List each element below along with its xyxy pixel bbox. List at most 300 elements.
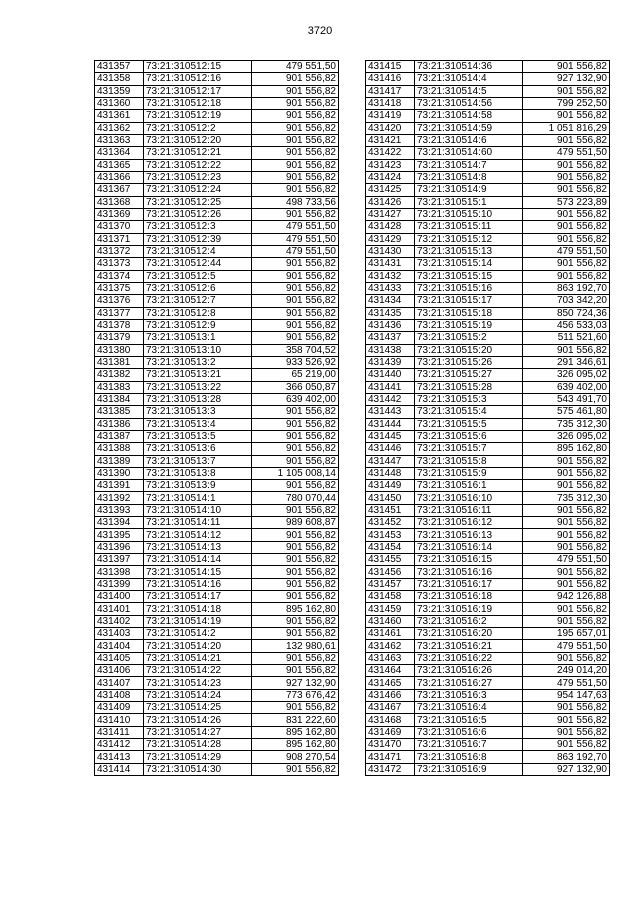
- cadastral-number-cell: 73:21:310516:20: [415, 628, 523, 640]
- value-cell: 291 346,61: [523, 356, 610, 368]
- table-row: [366, 739, 610, 751]
- row-number-cell: 431362: [95, 122, 144, 134]
- cadastral-number-cell: 73:21:310514:18: [144, 603, 252, 615]
- row-number-cell: 431464: [366, 665, 415, 677]
- row-number-cell: 431359: [95, 85, 144, 97]
- value-cell: 901 556,82: [523, 134, 610, 146]
- row-number-cell: 431357: [95, 61, 144, 73]
- row-number-cell: 431431: [366, 258, 415, 270]
- row-number-cell: 431418: [366, 97, 415, 109]
- cadastral-number-cell: 73:21:310514:17: [144, 591, 252, 603]
- table-row: [366, 541, 610, 553]
- cadastral-number-cell: 73:21:310514:19: [144, 615, 252, 627]
- cadastral-number-cell: 73:21:310515:1: [415, 196, 523, 208]
- table-row: [366, 319, 610, 331]
- cadastral-number-cell: 73:21:310514:24: [144, 689, 252, 701]
- cadastral-number-cell: 73:21:310512:7: [144, 295, 252, 307]
- row-number-cell: 431419: [366, 110, 415, 122]
- table-row: [366, 61, 610, 73]
- row-number-cell: 431411: [95, 726, 144, 738]
- row-number-cell: 431454: [366, 541, 415, 553]
- cadastral-number-cell: 73:21:310513:2: [144, 356, 252, 368]
- value-cell: 1 105 008,14: [252, 467, 339, 479]
- cadastral-number-cell: 73:21:310515:28: [415, 381, 523, 393]
- row-number-cell: 431402: [95, 615, 144, 627]
- value-cell: 901 556,82: [523, 480, 610, 492]
- value-cell: 366 050,87: [252, 381, 339, 393]
- table-row: [95, 332, 339, 344]
- table-row: [366, 134, 610, 146]
- cadastral-number-cell: 73:21:310516:10: [415, 492, 523, 504]
- row-number-cell: 431428: [366, 221, 415, 233]
- row-number-cell: 431458: [366, 591, 415, 603]
- row-number-cell: 431391: [95, 480, 144, 492]
- cadastral-number-cell: 73:21:310515:7: [415, 443, 523, 455]
- table-row: [366, 147, 610, 159]
- value-cell: 703 342,20: [523, 295, 610, 307]
- registry-table-right: [365, 60, 610, 776]
- table-row: [366, 85, 610, 97]
- row-number-cell: 431377: [95, 307, 144, 319]
- table-row: [366, 258, 610, 270]
- value-cell: 901 556,82: [252, 529, 339, 541]
- row-number-cell: 431414: [95, 763, 144, 775]
- cadastral-number-cell: 73:21:310514:1: [144, 492, 252, 504]
- table-row: [366, 332, 610, 344]
- cadastral-number-cell: 73:21:310513:6: [144, 443, 252, 455]
- cadastral-number-cell: 73:21:310515:19: [415, 319, 523, 331]
- table-row: [95, 356, 339, 368]
- cadastral-number-cell: 73:21:310516:2: [415, 615, 523, 627]
- cadastral-number-cell: 73:21:310515:8: [415, 455, 523, 467]
- cadastral-number-cell: 73:21:310515:17: [415, 295, 523, 307]
- row-number-cell: 431370: [95, 221, 144, 233]
- table-row: [95, 171, 339, 183]
- row-number-cell: 431400: [95, 591, 144, 603]
- cadastral-number-cell: 73:21:310514:23: [144, 677, 252, 689]
- row-number-cell: 431376: [95, 295, 144, 307]
- value-cell: 479 551,50: [252, 233, 339, 245]
- cadastral-number-cell: 73:21:310515:5: [415, 418, 523, 430]
- row-number-cell: 431455: [366, 554, 415, 566]
- table-row: [95, 73, 339, 85]
- row-number-cell: 431413: [95, 751, 144, 763]
- value-cell: 479 551,50: [523, 147, 610, 159]
- table-row: [95, 147, 339, 159]
- cadastral-number-cell: 73:21:310513:7: [144, 455, 252, 467]
- cadastral-number-cell: 73:21:310514:20: [144, 640, 252, 652]
- value-cell: 901 556,82: [252, 702, 339, 714]
- table-row: [366, 554, 610, 566]
- cadastral-number-cell: 73:21:310515:11: [415, 221, 523, 233]
- cadastral-number-cell: 73:21:310514:7: [415, 159, 523, 171]
- table-row: [366, 714, 610, 726]
- table-row: [95, 455, 339, 467]
- table-row: [95, 381, 339, 393]
- table-row: [95, 430, 339, 442]
- value-cell: 479 551,50: [252, 221, 339, 233]
- value-cell: 901 556,82: [252, 171, 339, 183]
- value-cell: 901 556,82: [252, 443, 339, 455]
- table-row: [95, 603, 339, 615]
- cadastral-number-cell: 73:21:310512:19: [144, 110, 252, 122]
- value-cell: 901 556,82: [523, 159, 610, 171]
- row-number-cell: 431436: [366, 319, 415, 331]
- value-cell: 895 162,80: [252, 603, 339, 615]
- row-number-cell: 431461: [366, 628, 415, 640]
- row-number-cell: 431412: [95, 739, 144, 751]
- cadastral-number-cell: 73:21:310512:9: [144, 319, 252, 331]
- table-row: [366, 689, 610, 701]
- row-number-cell: 431394: [95, 517, 144, 529]
- row-number-cell: 431456: [366, 566, 415, 578]
- value-cell: 901 556,82: [523, 702, 610, 714]
- row-number-cell: 431395: [95, 529, 144, 541]
- table-row: [366, 110, 610, 122]
- value-cell: 901 556,82: [252, 134, 339, 146]
- cadastral-number-cell: 73:21:310515:20: [415, 344, 523, 356]
- value-cell: 901 556,82: [252, 566, 339, 578]
- row-number-cell: 431371: [95, 233, 144, 245]
- table-row: [95, 751, 339, 763]
- row-number-cell: 431382: [95, 369, 144, 381]
- row-number-cell: 431452: [366, 517, 415, 529]
- cadastral-number-cell: 73:21:310514:60: [415, 147, 523, 159]
- table-row: [366, 504, 610, 516]
- value-cell: 901 556,82: [523, 270, 610, 282]
- value-cell: 901 556,82: [252, 406, 339, 418]
- table-row: [366, 480, 610, 492]
- cadastral-number-cell: 73:21:310512:16: [144, 73, 252, 85]
- row-number-cell: 431406: [95, 665, 144, 677]
- cadastral-number-cell: 73:21:310514:25: [144, 702, 252, 714]
- table-row: [95, 245, 339, 257]
- value-cell: 901 556,82: [523, 529, 610, 541]
- value-cell: 249 014,20: [523, 665, 610, 677]
- value-cell: 901 556,82: [523, 615, 610, 627]
- value-cell: 901 556,82: [252, 208, 339, 220]
- row-number-cell: 431408: [95, 689, 144, 701]
- cadastral-number-cell: 73:21:310516:6: [415, 726, 523, 738]
- value-cell: 908 270,54: [252, 751, 339, 763]
- row-number-cell: 431390: [95, 467, 144, 479]
- table-row: [366, 307, 610, 319]
- cadastral-number-cell: 73:21:310513:3: [144, 406, 252, 418]
- row-number-cell: 431399: [95, 578, 144, 590]
- value-cell: 901 556,82: [523, 467, 610, 479]
- value-cell: 927 132,90: [523, 73, 610, 85]
- row-number-cell: 431446: [366, 443, 415, 455]
- cadastral-number-cell: 73:21:310512:39: [144, 233, 252, 245]
- cadastral-number-cell: 73:21:310514:14: [144, 554, 252, 566]
- value-cell: 479 551,50: [523, 677, 610, 689]
- table-row: [95, 393, 339, 405]
- cadastral-number-cell: 73:21:310514:13: [144, 541, 252, 553]
- cadastral-number-cell: 73:21:310514:6: [415, 134, 523, 146]
- value-cell: 358 704,52: [252, 344, 339, 356]
- table-row: [95, 480, 339, 492]
- table-row: [366, 369, 610, 381]
- table-row: [95, 714, 339, 726]
- cadastral-number-cell: 73:21:310513:22: [144, 381, 252, 393]
- cadastral-number-cell: 73:21:310515:9: [415, 467, 523, 479]
- row-number-cell: 431439: [366, 356, 415, 368]
- table-row: [95, 739, 339, 751]
- value-cell: 901 556,82: [523, 541, 610, 553]
- cadastral-number-cell: 73:21:310516:21: [415, 640, 523, 652]
- row-number-cell: 431472: [366, 763, 415, 775]
- value-cell: 901 556,82: [252, 295, 339, 307]
- value-cell: 639 402,00: [252, 393, 339, 405]
- row-number-cell: 431460: [366, 615, 415, 627]
- table-row: [366, 467, 610, 479]
- value-cell: 901 556,82: [252, 319, 339, 331]
- cadastral-number-cell: 73:21:310514:30: [144, 763, 252, 775]
- table-row: [95, 418, 339, 430]
- value-cell: 901 556,82: [523, 517, 610, 529]
- table-row: [95, 566, 339, 578]
- value-cell: 735 312,30: [523, 418, 610, 430]
- cadastral-number-cell: 73:21:310516:14: [415, 541, 523, 553]
- value-cell: 901 556,82: [523, 455, 610, 467]
- cadastral-number-cell: 73:21:310514:28: [144, 739, 252, 751]
- row-number-cell: 431373: [95, 258, 144, 270]
- cadastral-number-cell: 73:21:310515:4: [415, 406, 523, 418]
- value-cell: 901 556,82: [252, 73, 339, 85]
- table-row: [95, 122, 339, 134]
- value-cell: 735 312,30: [523, 492, 610, 504]
- row-number-cell: 431398: [95, 566, 144, 578]
- value-cell: 901 556,82: [252, 652, 339, 664]
- cadastral-number-cell: 73:21:310516:1: [415, 480, 523, 492]
- value-cell: 901 556,82: [523, 603, 610, 615]
- cadastral-number-cell: 73:21:310514:10: [144, 504, 252, 516]
- cadastral-number-cell: 73:21:310513:1: [144, 332, 252, 344]
- table-row: [95, 110, 339, 122]
- row-number-cell: 431459: [366, 603, 415, 615]
- cadastral-number-cell: 73:21:310516:17: [415, 578, 523, 590]
- table-row: [95, 517, 339, 529]
- table-row: [95, 665, 339, 677]
- row-number-cell: 431404: [95, 640, 144, 652]
- cadastral-number-cell: 73:21:310514:56: [415, 97, 523, 109]
- row-number-cell: 431469: [366, 726, 415, 738]
- table-row: [95, 344, 339, 356]
- cadastral-number-cell: 73:21:310513:21: [144, 369, 252, 381]
- table-row: [366, 665, 610, 677]
- row-number-cell: 431468: [366, 714, 415, 726]
- value-cell: 901 556,82: [252, 455, 339, 467]
- cadastral-number-cell: 73:21:310512:44: [144, 258, 252, 270]
- table-row: [95, 97, 339, 109]
- table-row: [366, 122, 610, 134]
- value-cell: 479 551,50: [252, 61, 339, 73]
- cadastral-number-cell: 73:21:310514:29: [144, 751, 252, 763]
- value-cell: 863 192,70: [523, 282, 610, 294]
- row-number-cell: 431381: [95, 356, 144, 368]
- cadastral-number-cell: 73:21:310512:26: [144, 208, 252, 220]
- cadastral-number-cell: 73:21:310513:28: [144, 393, 252, 405]
- table-row: [95, 652, 339, 664]
- row-number-cell: 431379: [95, 332, 144, 344]
- cadastral-number-cell: 73:21:310514:26: [144, 714, 252, 726]
- table-row: [366, 393, 610, 405]
- table-row: [366, 184, 610, 196]
- row-number-cell: 431424: [366, 171, 415, 183]
- cadastral-number-cell: 73:21:310512:8: [144, 307, 252, 319]
- row-number-cell: 431396: [95, 541, 144, 553]
- value-cell: 573 223,89: [523, 196, 610, 208]
- row-number-cell: 431360: [95, 97, 144, 109]
- cadastral-number-cell: 73:21:310516:8: [415, 751, 523, 763]
- cadastral-number-cell: 73:21:310512:2: [144, 122, 252, 134]
- table-row: [366, 591, 610, 603]
- cadastral-number-cell: 73:21:310515:3: [415, 393, 523, 405]
- value-cell: 479 551,50: [252, 245, 339, 257]
- value-cell: 901 556,82: [523, 208, 610, 220]
- cadastral-number-cell: 73:21:310514:27: [144, 726, 252, 738]
- value-cell: 927 132,90: [523, 763, 610, 775]
- row-number-cell: 431374: [95, 270, 144, 282]
- row-number-cell: 431425: [366, 184, 415, 196]
- table-row: [95, 628, 339, 640]
- table-row: [366, 245, 610, 257]
- table-row: [366, 578, 610, 590]
- table-row: [366, 677, 610, 689]
- row-number-cell: 431380: [95, 344, 144, 356]
- row-number-cell: 431361: [95, 110, 144, 122]
- table-row: [95, 208, 339, 220]
- table-row: [95, 196, 339, 208]
- table-row: [366, 443, 610, 455]
- row-number-cell: 431444: [366, 418, 415, 430]
- row-number-cell: 431434: [366, 295, 415, 307]
- table-row: [366, 726, 610, 738]
- page-number: 3720: [307, 25, 333, 37]
- value-cell: 989 608,87: [252, 517, 339, 529]
- value-cell: 901 556,82: [252, 430, 339, 442]
- table-row: [95, 443, 339, 455]
- row-number-cell: 431369: [95, 208, 144, 220]
- value-cell: 901 556,82: [252, 110, 339, 122]
- row-number-cell: 431437: [366, 332, 415, 344]
- value-cell: 773 676,42: [252, 689, 339, 701]
- table-row: [366, 381, 610, 393]
- cadastral-number-cell: 73:21:310516:5: [415, 714, 523, 726]
- value-cell: 895 162,80: [523, 443, 610, 455]
- value-cell: 901 556,82: [252, 615, 339, 627]
- value-cell: 479 551,50: [523, 245, 610, 257]
- cadastral-number-cell: 73:21:310515:18: [415, 307, 523, 319]
- value-cell: 195 657,01: [523, 628, 610, 640]
- value-cell: 543 491,70: [523, 393, 610, 405]
- row-number-cell: 431415: [366, 61, 415, 73]
- row-number-cell: 431471: [366, 751, 415, 763]
- table-row: [95, 369, 339, 381]
- cadastral-number-cell: 73:21:310514:58: [415, 110, 523, 122]
- table-row: [366, 615, 610, 627]
- cadastral-number-cell: 73:21:310516:4: [415, 702, 523, 714]
- row-number-cell: 431384: [95, 393, 144, 405]
- value-cell: 901 556,82: [252, 270, 339, 282]
- value-cell: 479 551,50: [523, 554, 610, 566]
- cadastral-number-cell: 73:21:310514:2: [144, 628, 252, 640]
- table-row: [366, 751, 610, 763]
- cadastral-number-cell: 73:21:310513:4: [144, 418, 252, 430]
- value-cell: 933 526,92: [252, 356, 339, 368]
- cadastral-number-cell: 73:21:310514:9: [415, 184, 523, 196]
- cadastral-number-cell: 73:21:310512:15: [144, 61, 252, 73]
- table-row: [366, 628, 610, 640]
- value-cell: 456 533,03: [523, 319, 610, 331]
- row-number-cell: 431385: [95, 406, 144, 418]
- row-number-cell: 431470: [366, 739, 415, 751]
- cadastral-number-cell: 73:21:310515:14: [415, 258, 523, 270]
- table-row: [95, 233, 339, 245]
- cadastral-number-cell: 73:21:310514:5: [415, 85, 523, 97]
- row-number-cell: 431467: [366, 702, 415, 714]
- row-number-cell: 431450: [366, 492, 415, 504]
- value-cell: 831 222,60: [252, 714, 339, 726]
- row-number-cell: 431403: [95, 628, 144, 640]
- row-number-cell: 431364: [95, 147, 144, 159]
- row-number-cell: 431432: [366, 270, 415, 282]
- row-number-cell: 431430: [366, 245, 415, 257]
- value-cell: 639 402,00: [523, 381, 610, 393]
- value-cell: 1 051 816,29: [523, 122, 610, 134]
- cadastral-number-cell: 73:21:310512:22: [144, 159, 252, 171]
- value-cell: 901 556,82: [252, 504, 339, 516]
- value-cell: 901 556,82: [252, 332, 339, 344]
- row-number-cell: 431463: [366, 652, 415, 664]
- value-cell: 901 556,82: [252, 307, 339, 319]
- table-row: [366, 640, 610, 652]
- row-number-cell: 431443: [366, 406, 415, 418]
- value-cell: 901 556,82: [252, 541, 339, 553]
- value-cell: 954 147,63: [523, 689, 610, 701]
- cadastral-number-cell: 73:21:310514:22: [144, 665, 252, 677]
- value-cell: 901 556,82: [252, 554, 339, 566]
- value-cell: 901 556,82: [252, 418, 339, 430]
- row-number-cell: 431438: [366, 344, 415, 356]
- value-cell: 863 192,70: [523, 751, 610, 763]
- cadastral-number-cell: 73:21:310512:5: [144, 270, 252, 282]
- table-row: [366, 196, 610, 208]
- cadastral-number-cell: 73:21:310515:12: [415, 233, 523, 245]
- row-number-cell: 431386: [95, 418, 144, 430]
- table-row: [95, 554, 339, 566]
- cadastral-number-cell: 73:21:310512:25: [144, 196, 252, 208]
- value-cell: 901 556,82: [523, 171, 610, 183]
- table-row: [366, 455, 610, 467]
- row-number-cell: 431407: [95, 677, 144, 689]
- row-number-cell: 431401: [95, 603, 144, 615]
- table-row: [95, 726, 339, 738]
- value-cell: 901 556,82: [523, 258, 610, 270]
- value-cell: 901 556,82: [252, 85, 339, 97]
- value-cell: 895 162,80: [252, 739, 339, 751]
- row-number-cell: 431416: [366, 73, 415, 85]
- table-row: [366, 282, 610, 294]
- table-row: [95, 258, 339, 270]
- row-number-cell: 431409: [95, 702, 144, 714]
- cadastral-number-cell: 73:21:310512:4: [144, 245, 252, 257]
- cadastral-number-cell: 73:21:310512:23: [144, 171, 252, 183]
- row-number-cell: 431397: [95, 554, 144, 566]
- table-row: [366, 171, 610, 183]
- value-cell: 901 556,82: [252, 665, 339, 677]
- cadastral-number-cell: 73:21:310515:15: [415, 270, 523, 282]
